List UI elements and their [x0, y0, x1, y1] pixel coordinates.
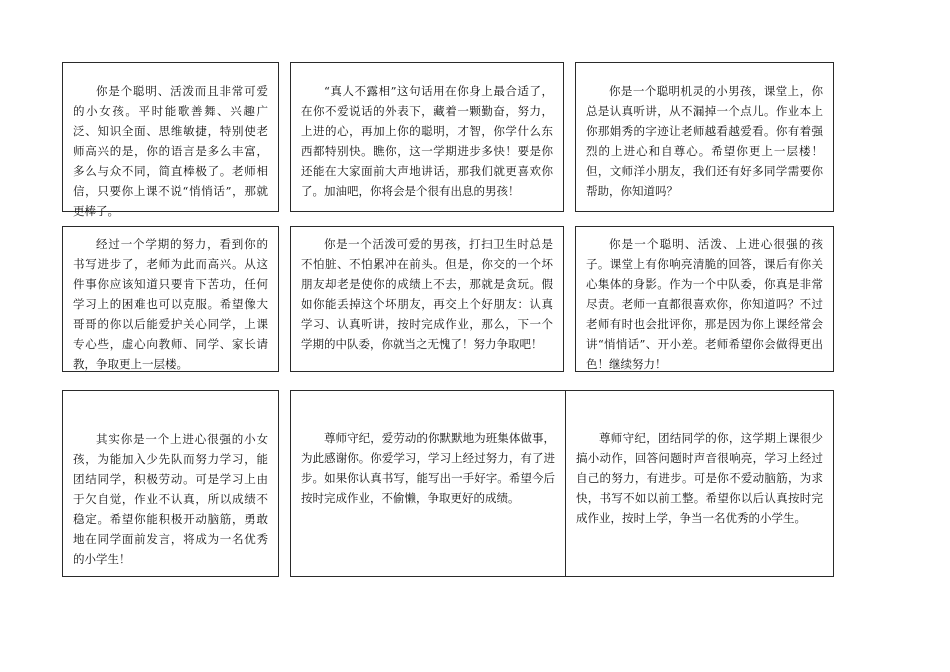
- comment-card-1: [62, 62, 279, 218]
- comment-text: 你是个聪明、活泼而且非常可爱的小女孩。平时能歌善舞、兴趣广泛、知识全面、思维敏捷，特别使老师高兴的是，你的语言是多么丰富，多么与众不同，简直棒极了。老师相信，只要你上课不说“悄悄话”，那就更棒了。: [73, 84, 268, 218]
- comment-text: 经过一个学期的努力，看到你的书写进步了，老师为此而高兴。从这件事你应该知道只要肯下苦功，任何学习上的困难也可以克服。希望像大哥哥的你以后能爱护关心同学，上课专心些，虚心向教师、同学、家长请教，争取更上一层楼。: [73, 237, 268, 371]
- comment-card-3: [575, 62, 834, 212]
- comment-text: 尊师守纪，爱劳动的你默默地为班集体做事，为此感谢你。你爱学习，学习上经过努力，有了进步。如果你认真书写，能写出一手好字。希望今后按时完成作业，不偷懒，争取更好的成绩。: [301, 431, 555, 505]
- comment-text: “真人不露相”这句话用在你身上最合适了，在你不爱说话的外表下，藏着一颗勤奋，努力，上进的心，再加上你的聪明，才智，你学什么东西都特别快。瞧你，这一学期进步多快！要是你还能在大家面前大声地讲话，那我们就更喜欢你了。加油吧，你将会是个很有出息的男孩！: [301, 84, 553, 198]
- comment-text: 尊师守纪，团结同学的你，这学期上课很少搞小动作，回答问题时声音很响亮，学习上经过自己的努力，有进步。可是你不爱动脑筋，为求快，书写不如以前工整。希望你以后认真按时完成作业，按时上学，争当一名优秀的小学生。: [576, 431, 823, 525]
- comment-text: 你是一个聪明、活泼、上进心很强的孩子。课堂上有你响亮清脆的回答，课后有你关心集体的身影。作为一个中队委，你真是非常尽责。老师一直都很喜欢你，你知道吗？不过老师有时也会批评你，那是因为你上课经常会讲“悄悄话”、开小差。老师希望你会做得更出色！继续努力！: [586, 237, 823, 371]
- comment-card-5: [290, 226, 564, 372]
- comment-text: 你是一个活泼可爱的男孩，打扫卫生时总是不怕脏、不怕累冲在前头。但是，你交的一个坏朋友却老是使你的成绩上不去，那就是贪玩。假如你能丢掉这个坏朋友，再交上个好朋友：认真学习、认真听讲，按时完成作业，那么，下一个学期的中队委，你就当之无愧了！努力争取吧！: [301, 237, 553, 351]
- comment-card-2: [290, 62, 564, 212]
- comment-card-4: [62, 226, 279, 372]
- comment-text: 你是一个聪明机灵的小男孩，课堂上，你总是认真听讲，从不漏掉一个点儿。作业本上你那娟秀的字迹让老师越看越爱看。你有着强烈的上进心和自尊心。希望你更上一层楼！但，文师洋小朋友，我们还有好多同学需要你帮助，你知道吗？: [586, 84, 823, 198]
- comment-card-7: [62, 390, 279, 577]
- comment-card-8: [290, 390, 566, 577]
- comment-card-6: [575, 226, 834, 372]
- comment-card-9: [565, 390, 834, 577]
- comment-text: 其实你是一个上进心很强的小女孩，为能加入少先队而努力学习，能团结同学，积极劳动。可是学习上由于欠自觉，作业不认真，所以成绩不稳定。希望你能积极开动脑筋，勇敢地在同学面前发言，将成为一名优秀的小学生！: [73, 432, 268, 566]
